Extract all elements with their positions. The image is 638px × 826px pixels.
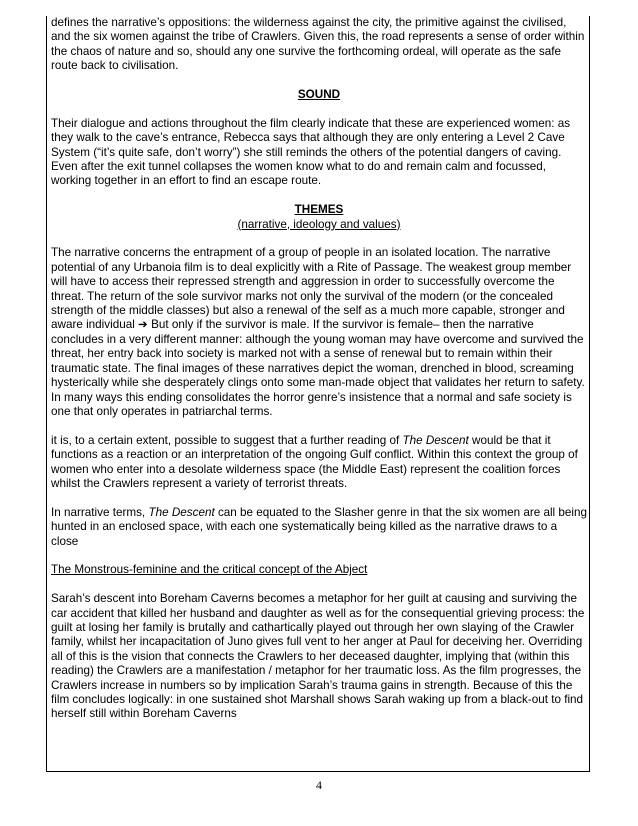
page-number: 4	[316, 778, 322, 792]
themes-line: In many ways this ending consolidates the horror genre’s insistence that a normal and safe society is	[51, 390, 572, 404]
themes-line: potential of any Urbanoia film is to deal explicitly with a Rite of Passage. The weakest group member	[51, 260, 572, 274]
gulf-line-end: would be that it	[468, 433, 551, 447]
abject-line: all of this is the vision that connects the Crawlers to her deceased daughter, implying that (within this	[51, 649, 570, 663]
abject-paragraph	[51, 592, 587, 722]
themes-line: threat. The return of the sole survivor marks not only the survival of the modern (or the concealed	[51, 289, 553, 303]
intro-line: and the six women against the tribe of Crawlers. Given this, the road represents a sense of order within	[51, 30, 585, 44]
slasher-line: hunted in an enclosed space, with each one systematically being killed as the narrative draws to a close	[51, 520, 558, 548]
abject-line: herself still within Boreham Caverns	[51, 707, 237, 721]
sound-heading: SOUND	[297, 88, 341, 102]
intro-line: route back to civilisation.	[51, 59, 179, 73]
slasher-line-start: In narrative terms,	[51, 505, 149, 519]
sound-line: they walk to the cave’s entrance, Rebecca says that although they are only entering a Level 2 Cave	[51, 131, 565, 145]
gulf-line-start: it is, to a certain extent, possible to suggest that a further reading of	[51, 433, 403, 447]
themes-line: strength of the middle classes) but also a renewal of the self as a much more capable, stronger and	[51, 304, 565, 318]
abject-line: family, whilst her incapacitation of Juno gives full vent to her anger at Paul for deceiving her. Overriding	[51, 635, 583, 649]
abject-line: guilt at losing her family is brutally and cathartically played out through her own slaying of the Crawler	[51, 620, 574, 634]
gulf-line: whilst the Crawlers represent a variety of terrorist threats.	[51, 476, 348, 490]
abject-line: film concludes logically: in one sustained shot Marshall shows Sarah waking up from a black-out to find	[51, 692, 584, 706]
intro-paragraph	[51, 16, 587, 74]
slasher-line-end: can be equated to the Slasher genre in that the six women are all being	[214, 505, 587, 519]
themes-line: hysterically while she desperately clings onto some man-made object that validates her return to safety.	[51, 376, 585, 390]
film-title: The Descent	[148, 505, 215, 519]
themes-paragraph-urbanoia	[51, 246, 587, 419]
abject-line: Crawlers increase in numbers so by implication Sarah’s trauma gains in strength. Because of this the	[51, 678, 573, 692]
themes-line: will have to access their repressed strength and aggression in order to successfully overcome the	[51, 275, 555, 289]
sound-paragraph	[51, 117, 587, 189]
themes-line: traumatic state. The final images of these narratives depict the woman, drenched in blood, screaming	[51, 361, 574, 375]
themes-subheading: (narrative, ideology and values)	[237, 217, 401, 231]
themes-line: The narrative concerns the entrapment of a group of people in an isolated location. The narrative	[51, 246, 551, 260]
themes-line: concludes in a very different manner: although the young woman may have overcome and survived the	[51, 332, 584, 346]
themes-heading: THEMES	[294, 203, 344, 217]
abject-line: reading) the Crawlers are a manifestation / metaphor for her traumatic loss. As the film progresses, the	[51, 664, 582, 678]
intro-line: the chaos of nature and so, should any one survive the forthcoming ordeal, will operate as the safe	[51, 44, 562, 58]
themes-line: threat, her entry back into society is marked not with a sense of renewal but to remain within their	[51, 347, 553, 361]
film-title: The Descent	[402, 433, 469, 447]
gulf-line: functions as a reaction or an interpretation of the ongoing Gulf conflict. Within this context the group of	[51, 448, 578, 462]
sound-line: Their dialogue and actions throughout the film clearly indicate that these are experienced women: as	[51, 116, 571, 130]
sound-line: System (“it’s quite safe, don’t worry”) she still reminds the others of the potential dangers of caving.	[51, 145, 562, 159]
slasher-paragraph	[51, 506, 587, 549]
themes-line: one that only operates in patriarchal terms.	[51, 404, 273, 418]
sound-line: Even after the exit tunnel collapses the women know what to do and remain calm and focussed,	[51, 160, 547, 174]
abject-line: car accident that killed her husband and daughter as well as for the consequential grieving process: the	[51, 606, 585, 620]
gulf-conflict-paragraph	[51, 434, 587, 492]
abject-subheading: The Monstrous-feminine and the critical concept of the Abject	[51, 563, 368, 577]
themes-line: aware individual ➔ But only if the survivor is male. If the survivor is female– then the narrative	[51, 318, 534, 332]
intro-line: defines the narrative’s oppositions: the wilderness against the city, the primitive against the civilised,	[51, 16, 567, 29]
abject-line: Sarah’s descent into Boreham Caverns becomes a metaphor for her guilt at causing and surviving the	[51, 592, 578, 606]
document-body	[51, 16, 587, 722]
sound-line: working together in an effort to find an escape route.	[51, 174, 322, 188]
gulf-line: women who enter into a desolate wilderness space (the Middle East) represent the coalition forces	[51, 462, 561, 476]
